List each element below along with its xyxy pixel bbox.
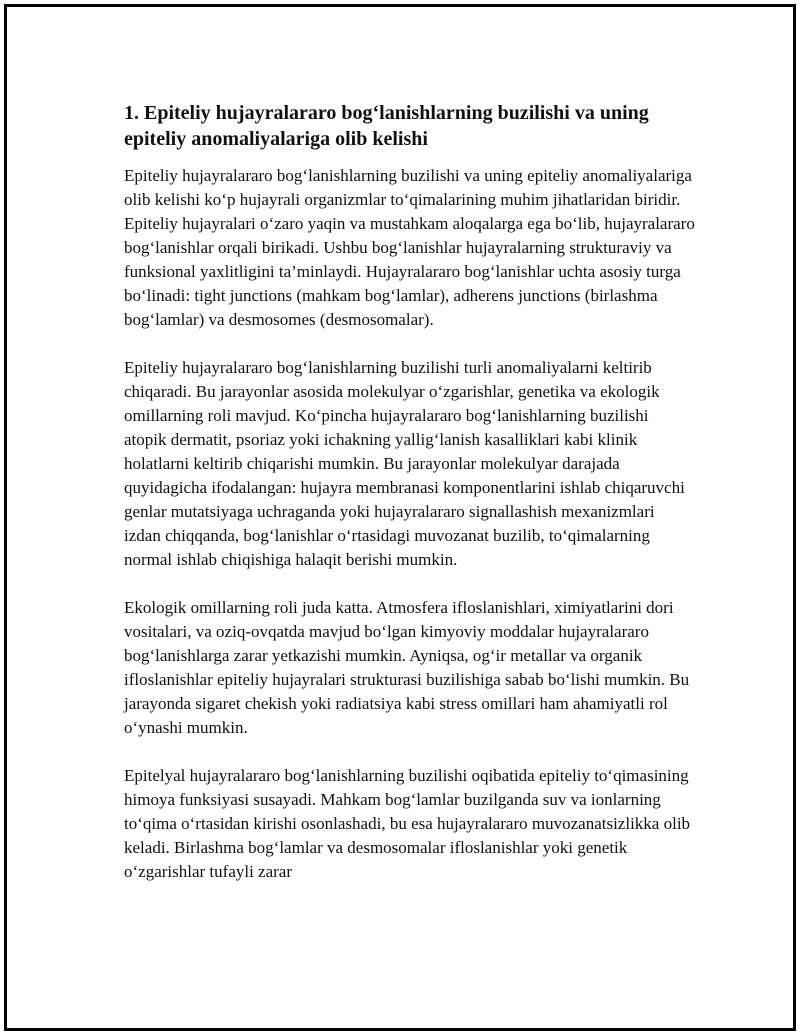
paragraph-3: Ekologik omillarning roli juda katta. Atmosfera ifloslanishlari, ximiyatlarini dori vositalari, va oziq-ovqatda mavjud bo‘lgan kimyoviy moddalar hujayralararo bog‘lanishlarga zarar yetkazishi mumkin. Ayniqsa, og‘ir metallar va organik ifloslanishlar epiteliy hujayralari strukturasi buzilishiga sabab bo‘lishi mumkin. Bu jarayonda sigaret chekish yoki radiatsiya kabi stress omillari ham ahamiyatli rol o‘ynashi mumkin.: [124, 598, 690, 737]
paragraph-4: Epitelyal hujayralararo bog‘lanishlarning buzilishi oqibatida epiteliy to‘qimasining himoya funksiyasi susayadi. Mahkam bog‘lamlar buzilganda suv va ionlarning to‘qima o‘rtasidan kirishi osonlashadi, bu esa hujayralararo muvozanatsizlikka olib keladi. Birlashma bog‘lamlar va desmosomalar ifloslanishlar yoki genetik o‘zgarishlar tufayli zarar: [124, 766, 691, 881]
paragraph-1: Epiteliy hujayralararo bog‘lanishlarning buzilishi va uning epiteliy anomaliyalariga olib kelishi ko‘p hujayrali organizmlar to‘qimalarining muhim jihatlaridan biridir. Epiteliy hujayralari o‘zaro yaqin va mustahkam aloqalarga ega bo‘lib, hujayralararo bog‘lanishlar orqali birikadi. Ushbu bog‘lanishlar hujayralarning strukturaviy va funksional yaxlitligini ta’minlaydi. Hujayralararo bog‘lanishlar uchta asosiy turga bo‘linadi: tight junctions (mahkam bog‘lamlar), adherens junctions (birlashma bog‘lamlar) va desmosomes (desmosomalar).: [124, 166, 695, 329]
section-heading: 1. Epiteliy hujayralararo bog‘lanishlarning buzilishi va uning epiteliy anomaliyalariga olib kelishi: [124, 102, 649, 150]
paragraph-2: Epiteliy hujayralararo bog‘lanishlarning buzilishi turli anomaliyalarni keltirib chiqaradi. Bu jarayonlar asosida molekulyar o‘zgarishlar, genetika va ekologik omillarning roli mavjud. Ko‘pincha hujayralararo bog‘lanishlarning buzilishi atopik dermatit, psoriaz yoki ichakning yallig‘lanish kasalliklari kabi klinik holatlarni keltirib chiqarishi mumkin. Bu jarayonlar molekulyar darajada quyidagicha ifodalangan: hujayra membranasi komponentlarini ishlab chiqaruvchi genlar mutatsiyaga uchraganda yoki hujayralararo signallashish mexanizmlari izdan chiqqanda, bog‘lanishlar o‘rtasidagi muvozanat buzilib, to‘qimalarning normal ishlab chiqishiga halaqit berishi mumkin.: [124, 358, 685, 569]
document-body: [120, 100, 695, 884]
document-page: [4, 4, 796, 1031]
